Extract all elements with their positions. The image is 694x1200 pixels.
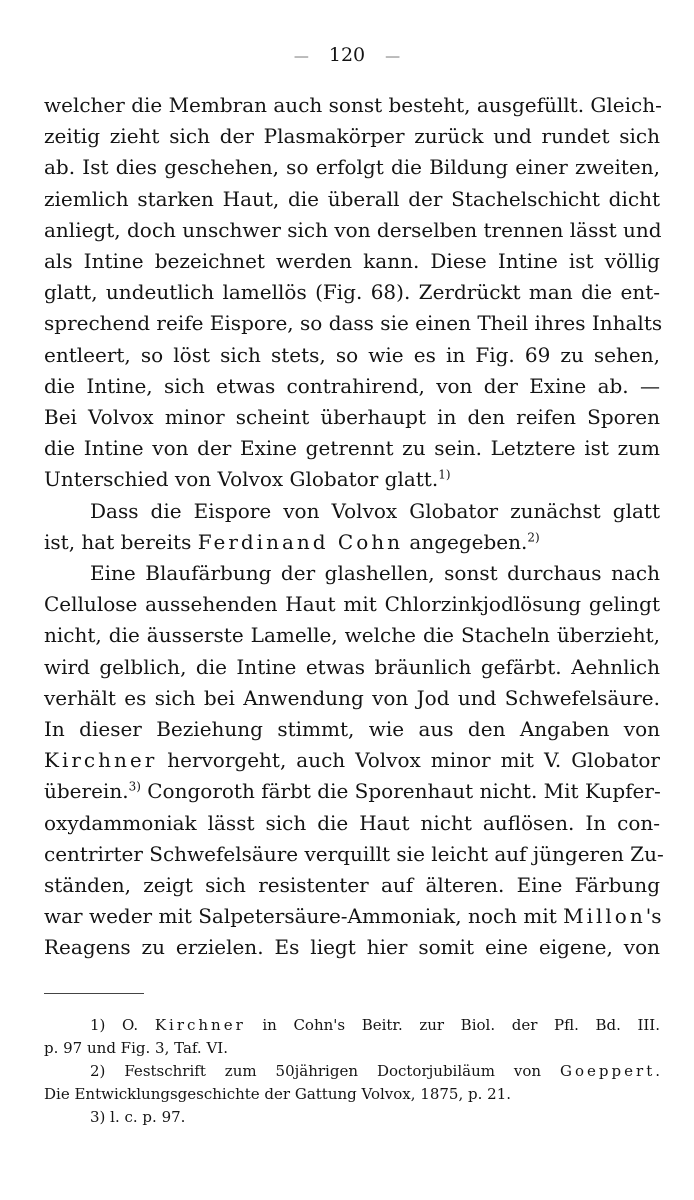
line-text: . — [655, 1062, 660, 1080]
footnote-ref: 1) — [438, 467, 451, 482]
spaced-name: Goeppert — [560, 1062, 656, 1080]
line-text: 's — [645, 904, 662, 929]
line-text: p. 97 und Fig. 3, Taf. VI. — [44, 1039, 228, 1057]
line-text: 3) l. c. p. 97. — [90, 1108, 186, 1126]
line-text: Die Entwicklungsgeschichte der Gattung Volvox, 1875, p. 21. — [44, 1085, 511, 1103]
footnote-line — [44, 1083, 660, 1106]
line-text: Dass die Eispore von Volvox Globator zunächst glatt — [90, 498, 660, 523]
text-line: welcher die Membran auch sonst besteht, ausgefüllt. Gleich- — [44, 93, 662, 117]
text-line: Cellulose aussehenden Haut mit Chlorzinkjodlösung gelingt — [44, 592, 660, 617]
page-header — [0, 44, 694, 66]
text-line — [44, 899, 660, 933]
text-line: die Intine von der Exine getrennt zu sein. Letztere ist zum — [44, 436, 660, 461]
text-line: oxydammoniak lässt sich die Haut nicht auflösen. In con- — [44, 810, 660, 835]
line-text: ist, hat bereits — [44, 529, 198, 554]
spaced-name: Kirchner — [154, 1016, 246, 1034]
line-text: angegeben. — [403, 529, 528, 554]
header-dash-left: — — [293, 47, 309, 65]
text-line: verhält es sich bei Anwendung von Jod und Schwefelsäure. — [44, 685, 660, 710]
spaced-name: Millon — [563, 904, 646, 929]
text-line: Bei Volvox minor scheint überhaupt in den reifen Sporen — [44, 405, 660, 429]
text-line: ab. Ist dies geschehen, so erfolgt die Bildung einer zweiten, — [44, 155, 660, 180]
text-line — [44, 774, 660, 808]
footnote-ref: 3) — [128, 779, 141, 794]
text-line — [44, 462, 660, 496]
line-text: Unterschied von Volvox Globator glatt. — [44, 467, 439, 492]
line-text: war weder mit Salpetersäure-Ammoniak, noch mit — [44, 904, 564, 929]
spaced-name: Kirchner — [44, 748, 158, 773]
text-line: zeitig zieht sich der Plasmakörper zurück und rundet sich — [44, 124, 660, 149]
footnote-line — [90, 1060, 660, 1083]
text-line — [90, 556, 660, 590]
line-text: 2) Festschrift zum 50jährigen Doctorjubiläum von — [90, 1062, 561, 1080]
line-text: Congoroth färbt die Sporenhaut nicht. Mit Kupfer- — [140, 779, 661, 804]
text-line: als Intine bezeichnet werden kann. Diese Intine ist völlig — [44, 249, 660, 273]
line-text: hervorgeht, auch Volvox minor mit V. Globator — [157, 748, 660, 773]
text-line: nicht, die äusserste Lamelle, welche die Stacheln überzieht, — [44, 623, 660, 648]
text-line: entleert, so löst sich stets, so wie es in Fig. 69 zu sehen, — [44, 342, 660, 367]
footnote-line — [44, 1037, 660, 1060]
text-line: glatt, undeutlich lamellös (Fig. 68). Zerdrückt man die ent- — [44, 280, 660, 305]
footnote-line — [90, 1014, 660, 1037]
text-line: wird gelblich, die Intine etwas bräunlich gefärbt. Aehnlich — [44, 654, 660, 679]
text-line: sprechend reife Eispore, so dass sie einen Theil ihres Inhalts — [44, 311, 663, 336]
text-line: Reagens zu erzielen. Es liegt hier somit eine eigene, von — [44, 935, 660, 960]
text-line: centrirter Schwefelsäure verquillt sie leicht auf jüngeren Zu- — [44, 841, 664, 866]
text-line — [44, 743, 660, 777]
header-dash-right: — — [385, 47, 401, 65]
text-line — [44, 525, 660, 559]
text-line: In dieser Beziehung stimmt, wie aus den Angaben von — [44, 717, 660, 741]
line-text: Eine Blaufärbung der glashellen, sonst durchaus nach — [90, 561, 660, 585]
footnote-line — [90, 1106, 660, 1129]
line-text: überein. — [44, 779, 129, 804]
spaced-name: Ferdinand Cohn — [197, 529, 404, 554]
footnote-rule — [44, 993, 144, 994]
footnote-ref: 2) — [527, 530, 540, 545]
text-line: die Intine, sich etwas contrahirend, von der Exine ab. — — [44, 373, 660, 398]
text-line: ziemlich starken Haut, die überall der Stachelschicht dicht — [44, 186, 660, 211]
page-number: 120 — [328, 44, 366, 66]
text-line: anliegt, doch unschwer sich von derselben trennen lässt und — [44, 217, 662, 242]
line-text: in Cohn's Beitr. zur Biol. der Pfl. Bd. III. — [245, 1016, 660, 1034]
text-line: ständen, zeigt sich resistenter auf älteren. Eine Färbung — [44, 873, 660, 897]
text-line — [90, 494, 660, 528]
line-text: 1) O. — [90, 1016, 155, 1034]
